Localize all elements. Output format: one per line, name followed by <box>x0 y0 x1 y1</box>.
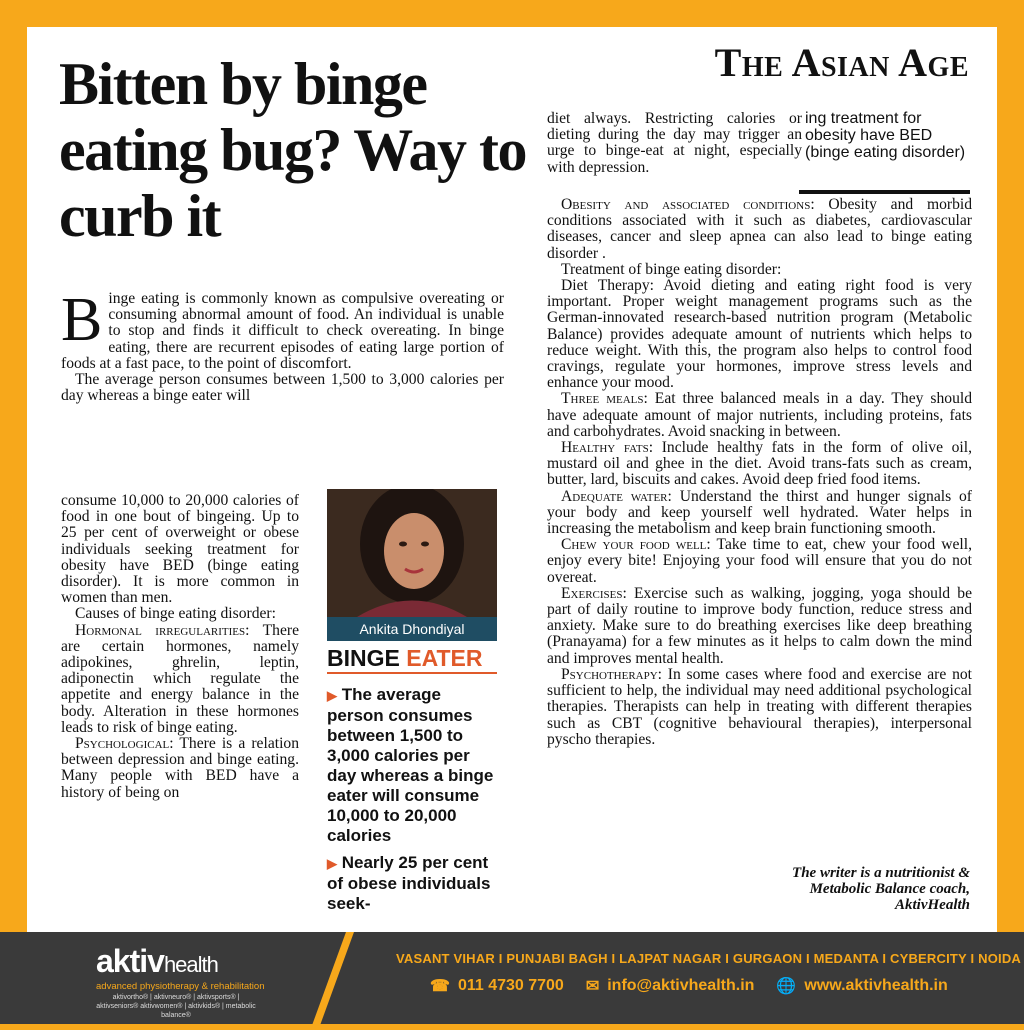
newspaper-clipping <box>27 27 997 932</box>
paragraph: Take time to eat, chew your food well, enjoy every bite! Enjoying your food will ensure that you do not overeat. <box>547 536 972 586</box>
email-icon: ✉ <box>585 978 600 995</box>
clinic-locations: VASANT VIHAR I PUNJABI BAGH I LAJPAT NAGAR I GURGAON I MEDANTA I CYBERCITY I NOIDA <box>396 951 1022 966</box>
article-column-1-narrow <box>61 493 299 801</box>
sidebar-bullet <box>327 853 499 914</box>
run-in-heading: Psychotherapy: <box>561 665 663 683</box>
phone-icon: ☎ <box>430 978 450 995</box>
logo-wordmark-suffix: health <box>163 952 218 977</box>
paragraph: Exercise such as walking, jogging, yoga should be part of daily routine to improve body function, reduce stress and anxiety. Make sure to do breathing exercises like deep breathing (Pranayama) for a few minutes as it helps to calm down the mind and improves mental health. <box>547 584 972 667</box>
subheading: Causes of binge eating disorder: <box>75 605 276 623</box>
paragraph: Obesity and morbid conditions associated with it such as diabetes, cardiovascular diseases, cancer and sleep apnea can also lead to binge eating disorder . <box>547 196 972 262</box>
paragraph: diet always. Restricting calories or dieting during the day may trigger an urge to binge-eat at night, especially with depression. <box>547 110 802 176</box>
run-in-heading: Healthy fats: <box>561 439 654 457</box>
paragraph: There are certain hormones, namely adipokines, ghrelin, leptin, adiponectin which regulate the appetite and energy balance in the body. Alteration in these hormones leads to risk of binge eating. <box>61 621 299 736</box>
run-in-heading: Exercises: <box>561 584 627 602</box>
bullet-arrow-icon: ▶ <box>327 688 337 703</box>
paragraph: Eat three balanced meals in a day. They should have adequate amount of major nutrients, including proteins, fats and carbohydrates. Avoid snacking in between. <box>547 390 972 440</box>
paragraph: Understand the thirst and hunger signals of your body and keep yourself well hydrated. Water helps in increasing the metabolism and keep brain functioning smooth. <box>547 487 973 538</box>
drop-cap: B <box>61 286 103 354</box>
photo-caption: Ankita Dhondiyal <box>327 617 497 641</box>
masthead: The Asian Age <box>714 40 969 85</box>
globe-icon: 🌐 <box>776 978 797 995</box>
sidebar-bullet <box>327 685 499 846</box>
sidebar-title-accent: EATER <box>406 645 483 671</box>
byline-line: The writer is a nutritionist & <box>792 865 970 881</box>
run-in-heading: Psychological: <box>75 735 174 753</box>
aktivhealth-logo[interactable] <box>96 945 264 1020</box>
contact-info <box>430 976 948 996</box>
paragraph: In some cases where food and exercise are not sufficient to help, the individual may need additional psychological therapies. Therapists can help in treating with different therapies such as CBT (cognitive behavioural therapies), interpersonal pyscho therapies. <box>547 665 972 748</box>
run-in-heading: Obesity and associated conditions: <box>561 196 815 213</box>
bullet-arrow-icon: ▶ <box>327 856 337 871</box>
sidebar-title <box>327 644 497 674</box>
subheading: Treatment of binge eating disorder: <box>561 260 782 278</box>
logo-tagline: advanced physiotherapy & rehabilitation <box>96 981 265 992</box>
paragraph: The average person consumes between 1,500 to 3,000 calories per day whereas a binge eater will <box>61 371 504 405</box>
byline-line: Metabolic Balance coach, <box>809 881 970 897</box>
pull-quote-rule <box>799 190 970 194</box>
website-link[interactable]: www.aktivhealth.in <box>804 977 948 994</box>
phone-number[interactable]: 011 4730 7700 <box>457 977 564 994</box>
bullet-text: The average person consumes between 1,500 to 3,000 calories per day whereas a binge eater will consume 10,000 to 20,000 calories <box>327 685 494 845</box>
run-in-heading: Adequate water: <box>561 487 672 505</box>
run-in-heading: Three meals: <box>561 390 648 408</box>
paragraph: consume 10,000 to 20,000 calories of food in one bout of bingeing. Up to 25 per cent of overweight or obese individuals seeking treatment for obesity have BED (binge eating disorder). It is more common in women than men. <box>61 492 299 607</box>
run-in-heading: Chew your food well: <box>561 536 711 554</box>
paragraph: Diet Therapy: Avoid dieting and eating right food is very important. Proper weight management programs such as the German-innovated research-based nutrition program (Metabolic Balance) provides adequate amount of nutrients which helps to reduce weight. With this, the program also helps to control food cravings, regulate your hormones, improve stress levels and enhance your mood. <box>547 277 972 392</box>
article-column-2-top <box>547 111 802 176</box>
sidebar-title-part: BINGE <box>327 645 407 671</box>
portrait-image <box>327 489 497 617</box>
bullet-text: Nearly 25 per cent of obese individuals seek- <box>327 853 491 913</box>
run-in-heading: Hormonal irregularities: <box>75 621 250 639</box>
article-column-2 <box>547 197 972 748</box>
author-photo <box>327 489 497 617</box>
byline-line: AktivHealth <box>895 897 970 913</box>
paragraph: Include healthy fats in the form of olive oil, mustard oil and ghee in the diet. Avoid trans-fats such as cream, butter, lard, biscuits and cakes. Avoid deep fried food items. <box>547 439 972 489</box>
paragraph: inge eating is commonly known as compulsive overeating or consuming abnormal amount of food. An individual is unable to stop and finds it difficult to check overeating. In binge eating, there are recurrent episodes of eating large portion of foods at a fast pace, to the point of discomfort. <box>61 290 504 372</box>
email-link[interactable]: info@aktivhealth.in <box>607 977 755 994</box>
sub-brands: aktivortho® | aktivneuro® | aktivsports® | aktivseniors® aktivwomen® | aktivkids® | metabolic balance® <box>96 994 256 1019</box>
headline: Bitten by binge eating bug? Way to curb it <box>59 51 526 249</box>
article-column-1 <box>61 286 504 405</box>
pull-quote: ing treatment for obesity have BED (binge eating disorder) <box>805 110 966 161</box>
logo-wordmark: aktiv <box>96 943 164 979</box>
paragraph: There is a relation between depression and binge eating. Many people with BED have a history of being on <box>61 735 299 801</box>
author-byline <box>687 865 970 913</box>
